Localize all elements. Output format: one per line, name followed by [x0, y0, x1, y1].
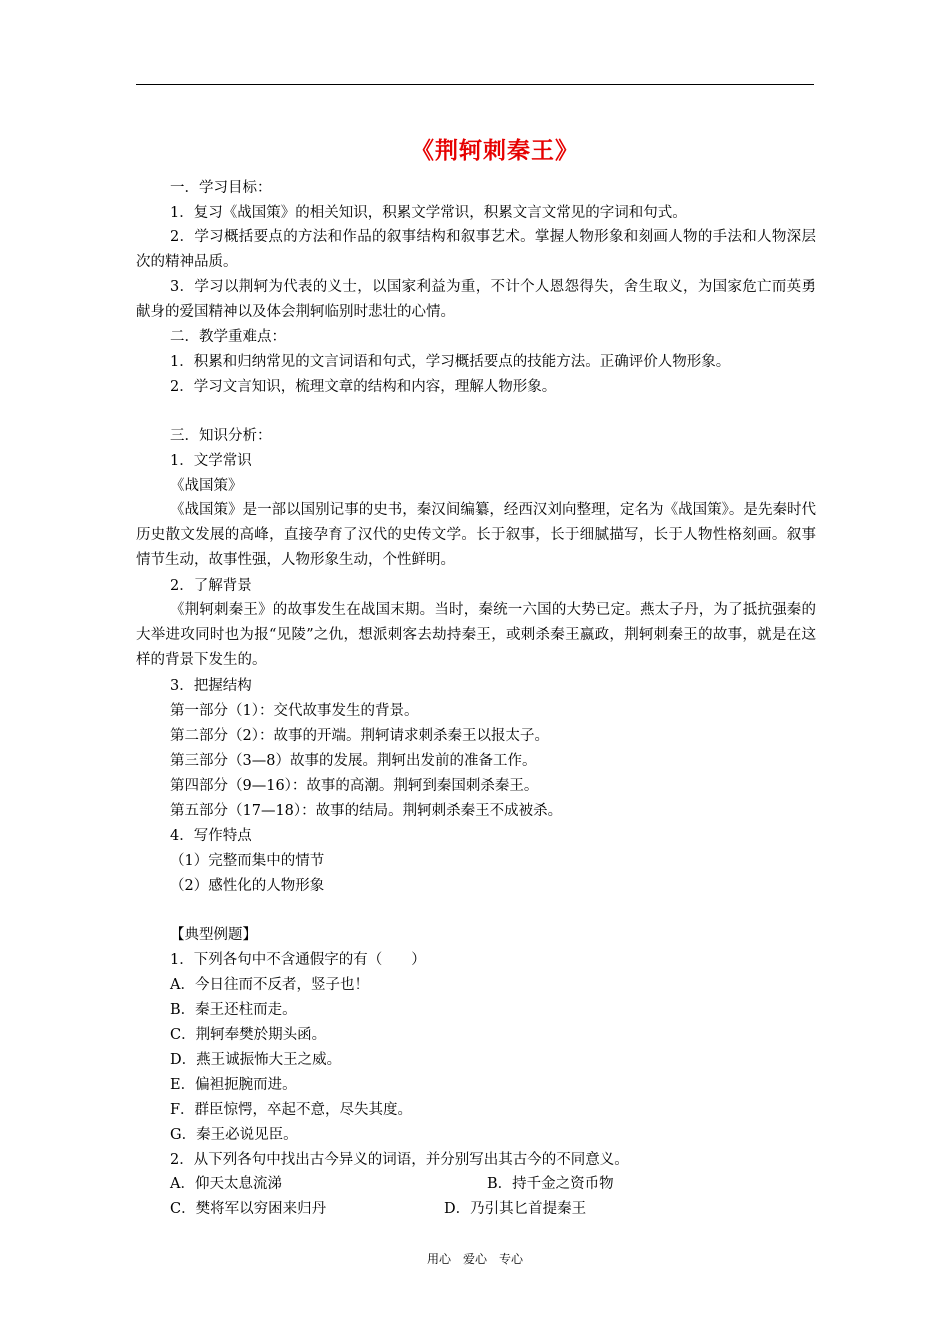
question-1-option-c: C．荆轲奉樊於期头函。	[170, 1027, 327, 1043]
keypoint-2: 2．学习文言知识，梳理文章的结构和内容，理解人物形象。	[170, 379, 557, 395]
question-1-option-g: G．秦王必说见臣。	[170, 1127, 298, 1143]
question-1-option-d: D．燕王诚振怖大王之威。	[170, 1052, 342, 1068]
keypoints-heading: 二．教学重难点：	[170, 329, 286, 345]
document-title: 《荆轲刺秦王》	[411, 138, 579, 164]
writing-heading: 4．写作特点	[170, 828, 252, 844]
background-paragraph: 《荆轲刺秦王》的故事发生在战国末期。当时，秦统一六国的大势已定。燕太子丹，为了抵抗强秦的大举进攻同时也为报“见陵”之仇，想派刺客去劫持秦王，或刺杀秦王嬴政，荆轲刺秦王的故事，就是在这样的背景下发生的。	[136, 602, 816, 669]
goal-3: 3．学习以荆轲为代表的义士，以国家利益为重，不计个人恩怨得失，舍生取义，为国家危亡而英勇献身的爱国精神以及体会荆轲临别时悲壮的心情。	[136, 279, 816, 321]
structure-part-1: 第一部分（1）：交代故事发生的背景。	[170, 703, 419, 719]
examples-heading: 【典型例题】	[170, 927, 257, 943]
background-heading: 2．了解背景	[170, 578, 252, 594]
writing-feature-1: （1）完整而集中的情节	[170, 853, 325, 869]
analysis-heading: 三．知识分析：	[170, 428, 272, 444]
question-2: 2．从下列各句中找出古今异义的词语，并分别写出其古今的不同意义。	[170, 1152, 629, 1168]
literature-paragraph: 《战国策》是一部以国别记事的史书，秦汉间编纂，经西汉刘向整理，定名为《战国策》。是先秦时代历史散文发展的高峰，直接孕育了汉代的史传文学。长于叙事，长于细腻描写，长于人物性格刻画。叙事情节生动，故事性强，人物形象生动，个性鲜明。	[136, 502, 816, 569]
page-footer: 用心 爱心 专心	[426, 1252, 523, 1266]
question-1-option-f: F．群臣惊愕，卒起不意，尽失其度。	[170, 1102, 413, 1118]
structure-part-2: 第二部分（2）：故事的开端。荆轲请求刺杀秦王以报太子。	[170, 728, 549, 744]
goal-1: 1．复习《战国策》的相关知识，积累文学常识，积累文言文常见的字词和句式。	[170, 205, 687, 221]
question-1: 1．下列各句中不含通假字的有（ ）	[170, 952, 426, 968]
header-rule	[136, 84, 814, 85]
literature-subheading: 《战国策》	[170, 478, 243, 494]
goal-2: 2．学习概括要点的方法和作品的叙事结构和叙事艺术。掌握人物形象和刻画人物的手法和人物深层次的精神品质。	[136, 229, 816, 271]
question-1-option-b: B．秦王还柱而走。	[170, 1002, 297, 1018]
question-2-option-c: C．樊将军以穷困来归丹	[170, 1201, 327, 1217]
question-1-option-e: E．偏袒扼腕而进。	[170, 1077, 297, 1093]
structure-part-4: 第四部分（9—16）：故事的高潮。荆轲到秦国刺杀秦王。	[170, 778, 539, 794]
keypoint-1: 1．积累和归纳常见的文言词语和句式，学习概括要点的技能方法。正确评价人物形象。	[170, 354, 731, 370]
question-1-option-a: A．今日往而不反者，竖子也！	[170, 977, 369, 993]
question-2-option-a: A．仰天太息流涕	[170, 1176, 282, 1192]
structure-heading: 3．把握结构	[170, 678, 252, 694]
question-2-option-d: D．乃引其匕首提秦王	[444, 1201, 587, 1217]
structure-part-3: 第三部分（3—8）故事的发展。荆轲出发前的准备工作。	[170, 753, 537, 769]
structure-part-5: 第五部分（17—18）：故事的结局。荆轲刺杀秦王不成被杀。	[170, 803, 563, 819]
goals-heading: 一．学习目标：	[170, 180, 272, 196]
question-2-option-b: B．持千金之资币物	[487, 1176, 614, 1192]
writing-feature-2: （2）感性化的人物形象	[170, 878, 325, 894]
literature-heading: 1．文学常识	[170, 453, 252, 469]
